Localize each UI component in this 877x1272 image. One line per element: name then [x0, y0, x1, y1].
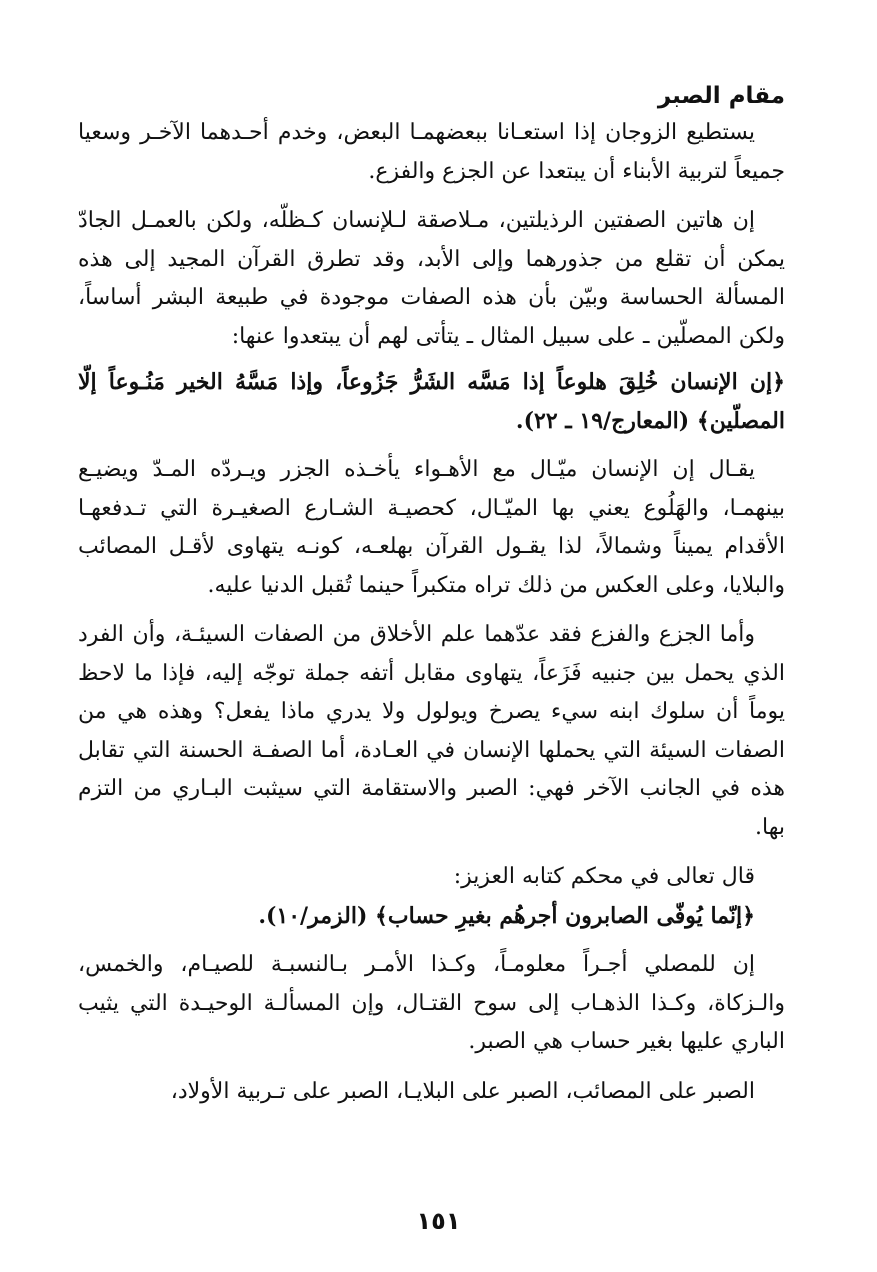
paragraph: الصبر على المصائب، الصبر على البلايـا، الصبر على تـربية الأولاد،	[170, 1078, 755, 1104]
quran-verse: ﴿إن الإنسان خُلِقَ هلوعاً إذا مَسَّه الشَرُّ جَزُوعاً، وإذا مَسَّهُ الخير مَنُـوعاً إلّا المصلّين﴾ (المعارج/١٩ ـ ٢٢).	[78, 369, 785, 434]
page-body	[78, 78, 785, 1111]
paragraph: إن هاتين الصفتين الرذيلتين، مـلاصقة لـلإنسان كـظلّه، ولكن بالعمـل الجادّ يمكن أن تقلع من جذورهما وإلى الأبد، وقد تطرق القرآن المجيد إلى هذه المسألة الحساسة وبيّن بأن هذه الصفات موجودة في طبيعة البشر أساساً، ولكن المصلّين ـ على سبيل المثال ـ يتأتى لهم أن يبتعدوا عنها:	[78, 208, 785, 349]
paragraph: وأما الجزع والفزع فقد عدّهما علم الأخلاق من الصفات السيئـة، وأن الفرد الذي يحمل بين جنبيه فَزَعاً، يتهاوى مقابل أتفه جملة توجّه إليه، فإذا ما لاحظ يوماً أن سلوك ابنه سيء يصرخ ويولول ولا يدري ماذا يفعل؟ وهذه هي من الصفات السيئة التي يحملها الإنسان في العـادة، أما الصفـة الحسنة التي تقابل هذه في الجانب الآخر فهي: الصبر والاستقامة التي سيثبت البـاري من التزم بها.	[78, 622, 785, 840]
page-number: ١٥١	[416, 1207, 461, 1235]
page-title: مقام الصبر	[657, 83, 785, 109]
quran-verse: ﴿إنّما يُوفّى الصابرون أجرهُم بغيرِ حساب﴾ (الزمر/١٠).	[258, 902, 755, 929]
paragraph: يستطيع الزوجان إذا استعـانا ببعضهمـا البعض، وخدم أحـدهما الآخـر وسعيا جميعاً لتربية الأبناء أن يبتعدا عن الجزع والفزع.	[78, 120, 785, 184]
paragraph: قال تعالى في محكم كتابه العزيز:	[453, 864, 755, 889]
paragraph: إن للمصلي أجـراً معلومـاً، وكـذا الأمـر بـالنسبـة للصيـام، والخمس، والـزكاة، وكـذا الذهـاب إلى سوح القتـال، وإن المسألـة الوحيـدة التي يثيب الباري عليها بغير حساب هي الصبر.	[78, 952, 785, 1054]
paragraph: يقـال إن الإنسان ميّـال مع الأهـواء يأخـذه الجزر ويـردّه المـدّ ويضيـع بينهمـا، والهَلُوع يعني بها الميّـال، كحصيـة الشـارع الصغيـرة التي تـدفعهـا الأقدام يميناً وشمالاً، لذا يقـول القرآن بهلعـه، كونـه يتهاوى لأقـل المصائب والبلايا، وعلى العكس من ذلك تراه متكبراً حينما تُقبل الدنيا عليه.	[78, 457, 785, 598]
